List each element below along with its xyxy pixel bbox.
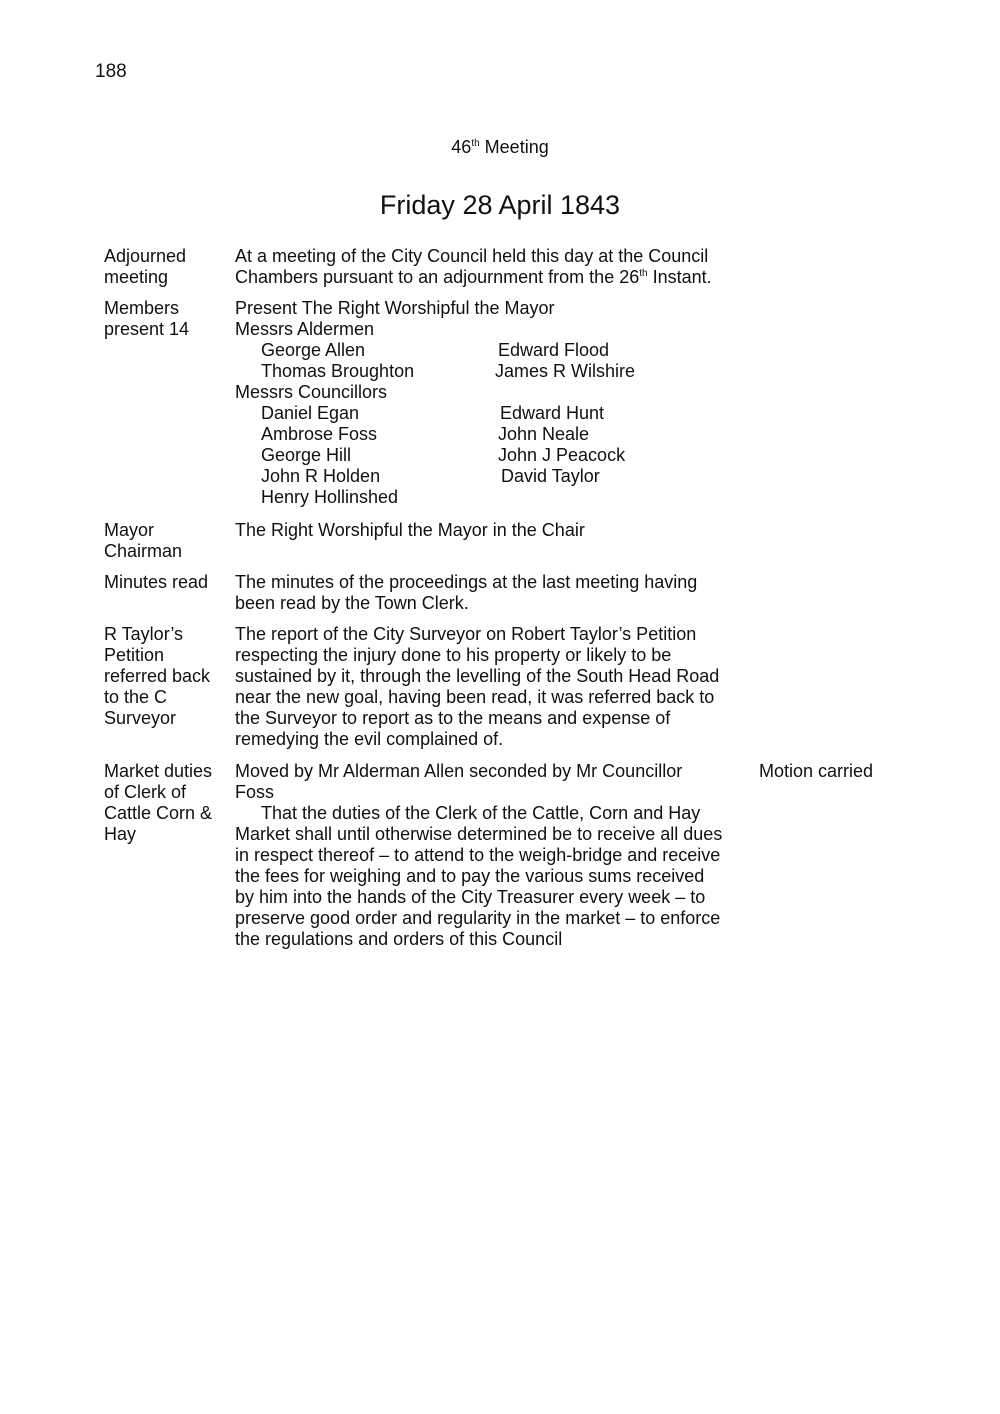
meeting-ordinal-suffix: th (471, 138, 480, 149)
body-text-span: Instant. (647, 267, 712, 287)
body-line: the Surveyor to report as to the means and expense of (235, 708, 671, 728)
aldermen-row (235, 361, 745, 382)
councillors-label: Messrs Councillors (235, 382, 388, 402)
body-members (235, 298, 745, 508)
aldermen-label: Messrs Aldermen (235, 319, 375, 339)
member-name: John R Holden (261, 466, 381, 486)
meeting-heading (0, 137, 1000, 158)
margin-note-mayor: Mayor Chairman (104, 520, 183, 561)
aldermen-row (235, 340, 745, 361)
body-line: At a meeting of the City Council held this day at the Council (235, 246, 709, 266)
body-line: in respect thereof – to attend to the weigh-bridge and receive (235, 845, 721, 865)
meeting-number: 46 (451, 137, 472, 157)
member-name: James R Wilshire (495, 361, 636, 381)
page-number: 188 (95, 61, 127, 82)
ordinal-suffix: th (639, 268, 648, 279)
body-line: The minutes of the proceedings at the last meeting having (235, 572, 698, 592)
margin-note-minutes: Minutes read (104, 572, 209, 592)
body-line (235, 267, 745, 288)
councillors-row (235, 487, 745, 508)
member-name: John J Peacock (498, 445, 626, 465)
body-line: preserve good order and regularity in the market – to enforce (235, 908, 721, 928)
councillors-row (235, 466, 745, 487)
member-name: Henry Hollinshed (261, 487, 399, 507)
right-note-motion-carried: Motion carried (759, 761, 874, 781)
body-line: Market shall until otherwise determined be to receive all dues (235, 824, 723, 844)
member-name: Edward Flood (498, 340, 610, 360)
body-minutes (235, 572, 745, 614)
body-line: sustained by it, through the levelling of the South Head Road (235, 666, 720, 686)
body-line: been read by the Town Clerk. (235, 593, 469, 613)
member-name: Ambrose Foss (261, 424, 378, 444)
member-name: Thomas Broughton (261, 361, 415, 381)
member-name: John Neale (498, 424, 590, 444)
body-line: by him into the hands of the City Treasurer every week – to (235, 887, 706, 907)
member-name: Edward Hunt (500, 403, 605, 423)
body-adjourned (235, 246, 745, 288)
present-line: Present The Right Worshipful the Mayor (235, 298, 555, 318)
margin-note-adjourned: Adjourned meeting (104, 246, 187, 287)
councillors-row (235, 403, 745, 424)
member-name: George Hill (261, 445, 352, 465)
member-name: Daniel Egan (261, 403, 360, 423)
body-line: That the duties of the Clerk of the Cattle, Corn and Hay (261, 803, 701, 823)
councillors-row (235, 445, 745, 466)
councillors-row (235, 424, 745, 445)
body-line: the fees for weighing and to pay the various sums received (235, 866, 705, 886)
body-line: Foss (235, 782, 275, 802)
margin-note-taylor: R Taylor’s Petition referred back to the C Surveyor (104, 624, 211, 728)
body-line: the regulations and orders of this Council (235, 929, 563, 949)
body-line: The Right Worshipful the Mayor in the Chair (235, 520, 585, 540)
body-mayor (235, 520, 745, 541)
margin-note-market: Market duties of Clerk of Cattle Corn & Hay (104, 761, 213, 844)
page-title: Friday 28 April 1843 (379, 190, 621, 220)
body-line: respecting the injury done to his property or likely to be (235, 645, 672, 665)
member-name: David Taylor (501, 466, 600, 486)
member-name: George Allen (261, 340, 366, 360)
body-line: remedying the evil complained of. (235, 729, 504, 749)
body-line: Moved by Mr Alderman Allen seconded by Mr Councillor (235, 761, 683, 781)
margin-note-members: Members present 14 (104, 298, 190, 339)
body-line: The report of the City Surveyor on Robert Taylor’s Petition (235, 624, 697, 644)
meeting-label: Meeting (484, 137, 549, 157)
body-taylor (235, 624, 745, 750)
body-market (235, 761, 745, 950)
body-line: near the new goal, having been read, it was referred back to (235, 687, 715, 707)
body-text-span: Chambers pursuant to an adjournment from the 26 (235, 267, 640, 287)
